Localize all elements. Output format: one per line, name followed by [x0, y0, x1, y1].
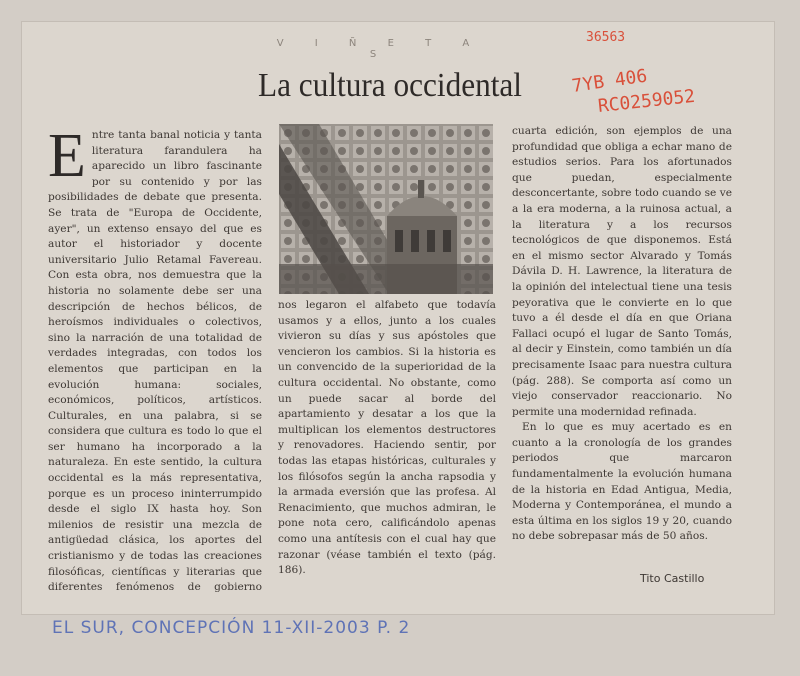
handwritten-code-top: 36563 [586, 30, 626, 45]
paragraph [278, 579, 496, 580]
drop-cap: E [48, 128, 86, 190]
architecture-photo-icon [279, 124, 493, 294]
handwritten-source-note: EL SUR, CONCEPCIÓN 11-XII-2003 P. 2 [52, 618, 411, 638]
paragraph: cuarta edición, son ejemplos de una profundidad que obliga a echar mano de estudios serios. Para los afortunados que puedan, especialmente desconcertante, sobre todo cuando se ve a la era moderna, a la ruinosa actual, a la literatura y a los recursos tecnológicos de que disponemos. Está en el mismo sector Alvarado y Tomás Dávila D. H. Lawrence, la literatura de la opinión del intelectual tiene una tesis peyorativa que le convierte en lo que tuvo a él desde el día en que Oriana Fallaci ocupó el lugar de Santo Tomás, al decir y Einstein, como también un día precisamente Isaac para nuestra cultura (pág. 288). Se comporta así como un viejo conservador reaccionario. No permite una modernidad refinada. [512, 125, 732, 418]
author-signature: Tito Castillo [640, 572, 705, 585]
handwritten-code-line-1: 7YB 406 [570, 65, 649, 97]
paragraph: En lo que es muy acertado es en cuanto a la cronología de los grandes periodos que marcaron fundamentalmente la evolución humana de la historia en Edad Antigua, Media, Moderna y Contemporánea, el mundo a esta última en los siglos 19 y 20, cuando no debe sobrepasar más de 50 años. [512, 421, 732, 543]
article-column-middle [278, 298, 496, 580]
section-label: V I Ñ E T A S [276, 38, 484, 60]
headline: La cultura occidental [257, 67, 523, 104]
article-column-right [512, 124, 732, 562]
article-column-left [48, 128, 262, 592]
paragraph: nos legaron el alfabeto que todavía usamos y a ellos, junto a los cuales vivieron su días y sus apóstoles que vencieron los cambios. Si la historia es un convencido de la superioridad de la cultura occidental. No obstante, como un puede sacar al borde del apartamiento y desatar a los que la multiplican los elementos destructores y renovadores. Haciendo sentir, por todas las etapas históricas, culturales y los filósofos según la ancha rapsodia y la armada eversión que las profesa. Al Renacimiento, que muchos admiran, le pone nota cero, calificándolo apenas como una antítesis con el cual hay que razonar (véase también el texto (pág. 186). [278, 299, 496, 577]
paragraph: ntre tanta banal noticia y tanta literatura farandulera ha aparecido un libro fascinante por su contenido y por las posibilidades de debate que presenta. Se trata de "Europa de Occidente, ayer", un extenso ensayo del que es autor el historiador y docente universitario Julio Retamal Favereau. Con esta obra, nos demuestra que la historia no solamente debe ser una descripción de hechos bélicos, de heroísmos individuales o colectivos, sino la narración de una totalidad de verdades integradas, con todos los elementos que participan en la evolución humana: sociales, económicos, políticos, artísticos. Culturales, en una palabra, si se considera que cultura es todo lo que el ser humano ha incorporado a la naturaleza. En este sentido, la cultura occidental es la más representativa, porque es un proceso ininterrumpido desde el siglo IX hasta hoy. Son milenios de resistir una mezcla de antigüedad clásica, los aportes del cristianismo y de todas las creaciones filosóficas, científicas y literarias que diferentes fenómenos de gobierno [48, 129, 262, 592]
handwritten-code-line-2: RC0259052 [596, 85, 697, 117]
